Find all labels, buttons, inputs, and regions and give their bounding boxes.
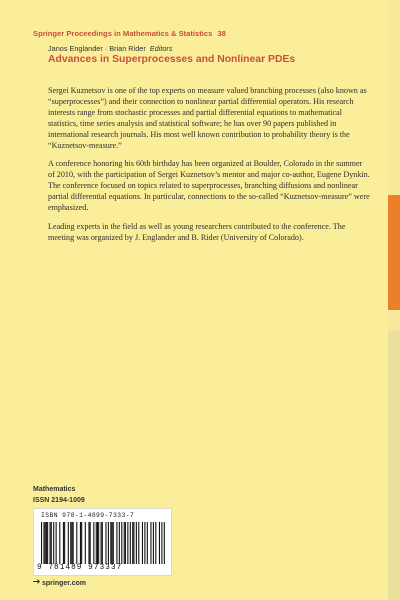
- isbn-text: ISBN 978-1-4899-7333-7: [41, 512, 135, 519]
- editors-role: Editors: [149, 44, 173, 53]
- description-body: [48, 86, 370, 252]
- series-name: Springer Proceedings in Mathematics & Statistics: [33, 29, 213, 38]
- editors-line: [48, 44, 368, 53]
- orange-accent-bar: [388, 195, 400, 310]
- barcode-icon: [41, 522, 165, 564]
- paragraph: Leading experts in the field as well as young researchers contributed to the conference. The meeting was organized by J. Englander and B. Rider (University of Colorado).: [48, 221, 346, 242]
- barcode-digits: 9 781489 973337: [37, 564, 123, 572]
- issn-label: ISSN 2194-1009: [33, 497, 85, 504]
- paragraph: Sergei Kuznetsov is one of the top experts on measure valued branching processes (also known as “superprocesses”) and their connection to nonlinear partial differential operators. His research interests range from stochastic processes and partial differential equations to mathematical statistics, time series analysis and statistical software; he has over 90 papers published in international research journals. His most well known contribution to probability theory is the “Kuznetsov-measure.”: [48, 86, 367, 150]
- barcode-box: [33, 508, 172, 576]
- paragraph: A conference honoring his 60th birthday has been organized at Boulder, Colorado in the summer of 2010, with the participation of Sergei Kuznetsov’s mentor and major co-author, Eugene Dynkin. The conference focused on topics related to superprocesses, branching diffusions and nonlinear partial differential equations. In particular, connections to the so-called “Kuznetsov-measure” were emphasized.: [48, 159, 370, 213]
- website-text: springer.com: [42, 580, 86, 587]
- book-title: Advances in Superprocesses and Nonlinear PDEs: [48, 54, 296, 65]
- arrow-right-icon: [33, 578, 40, 587]
- series-heading: [33, 29, 383, 38]
- editor-names: Janos Englander · Brian Rider: [48, 44, 146, 53]
- website-link[interactable]: [33, 578, 86, 587]
- spine-edge-lower: [388, 330, 400, 600]
- subject-label: Mathematics: [33, 486, 76, 493]
- series-volume: 38: [217, 29, 226, 38]
